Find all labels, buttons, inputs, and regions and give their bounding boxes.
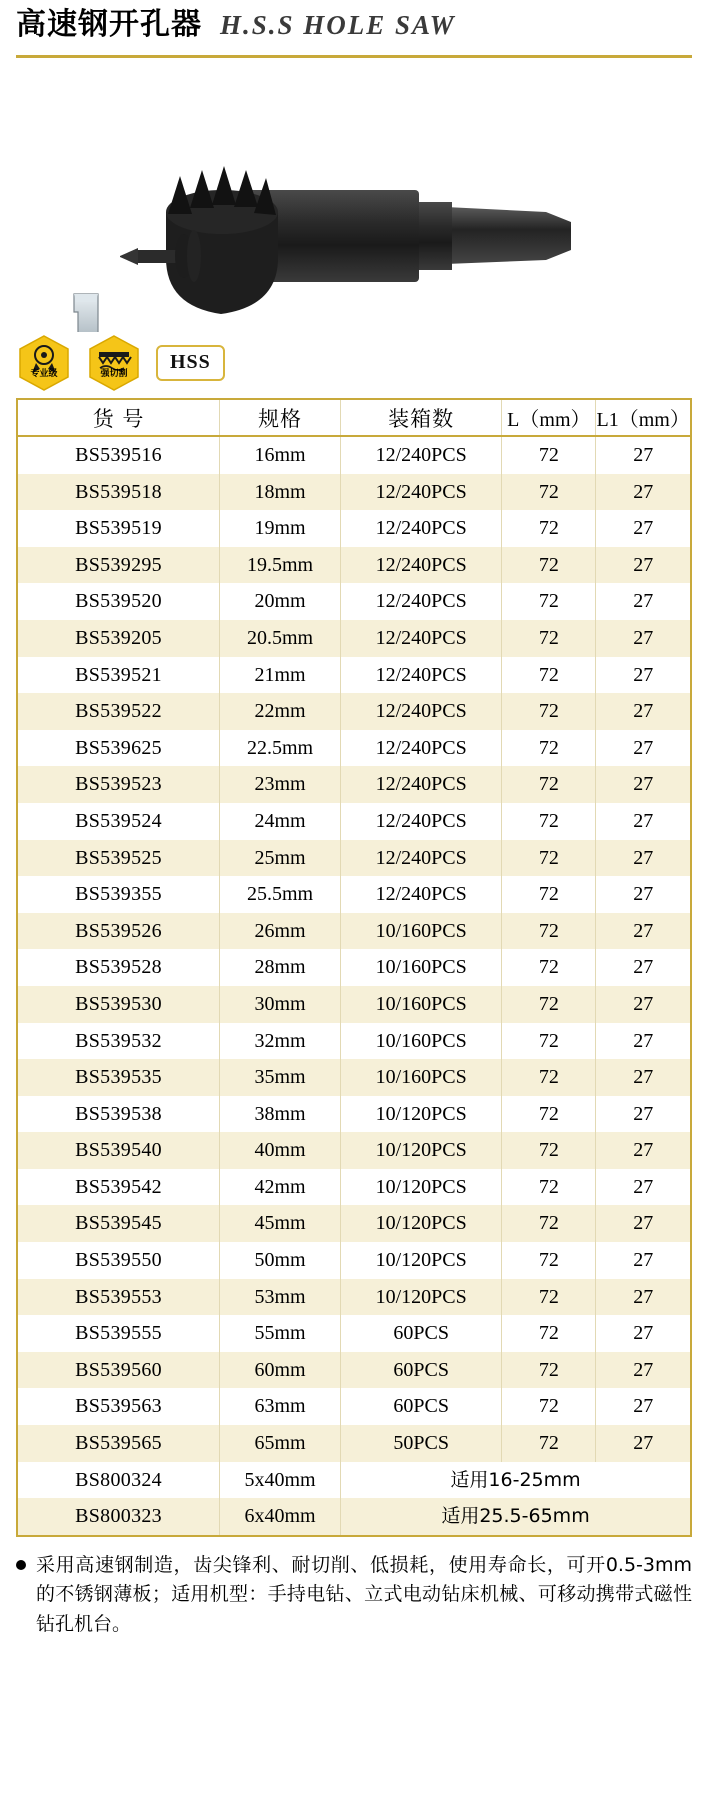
table-row — [18, 1388, 690, 1425]
cell-code: BS539524 — [18, 803, 220, 840]
cell-length-l1: 27 — [633, 1358, 654, 1381]
cell-packing: 12/240PCS — [341, 547, 502, 584]
cell-packing: 10/160PCS — [341, 986, 502, 1023]
cell-packing: 10/160PCS — [341, 949, 502, 986]
cell-length-l: 72 — [502, 620, 596, 657]
cell-length-l: 72 — [502, 510, 596, 547]
cell-code: BS539545 — [18, 1205, 220, 1242]
cell-spec: 23mm — [220, 766, 341, 803]
cell-packing: 12/240PCS — [341, 620, 502, 657]
cell-code: BS539540 — [18, 1132, 220, 1169]
medal-icon — [16, 335, 72, 391]
cell-length-l1: 27 — [633, 480, 654, 503]
table-row — [18, 1425, 690, 1462]
cell-spec: 63mm — [220, 1388, 341, 1425]
table-row — [18, 949, 690, 986]
cell-code: BS539521 — [18, 657, 220, 694]
cell-length-l: 72 — [502, 949, 596, 986]
cell-length-l1: 27 — [633, 1029, 654, 1052]
table-row — [18, 1023, 690, 1060]
cell-code: BS539625 — [18, 730, 220, 767]
cell-code: BS539542 — [18, 1169, 220, 1206]
table-row — [18, 474, 690, 511]
cell-length-l: 72 — [502, 803, 596, 840]
cell-length-l: 72 — [502, 1279, 596, 1316]
table-row — [18, 730, 690, 767]
cell-applicable-range: 适用16-25mm — [450, 1468, 581, 1491]
cell-length-l: 72 — [502, 693, 596, 730]
cell-spec: 20mm — [220, 583, 341, 620]
cell-code: BS539532 — [18, 1023, 220, 1060]
cell-length-l1: 27 — [633, 663, 654, 686]
cell-length-l: 72 — [502, 766, 596, 803]
cell-length-l1: 27 — [633, 919, 654, 942]
cell-packing: 10/120PCS — [341, 1205, 502, 1242]
cell-spec: 65mm — [220, 1425, 341, 1462]
cell-packing: 12/240PCS — [341, 657, 502, 694]
cell-spec: 35mm — [220, 1059, 341, 1096]
cell-length-l: 72 — [502, 1023, 596, 1060]
col-header-spec: 规格 — [220, 400, 341, 436]
cell-code: BS539565 — [18, 1425, 220, 1462]
cell-length-l: 72 — [502, 1059, 596, 1096]
col-header-l1: L1（mm） — [596, 400, 690, 436]
badge-strong-cutting — [86, 335, 142, 391]
cell-packing: 12/240PCS — [341, 583, 502, 620]
cell-spec: 24mm — [220, 803, 341, 840]
page-header — [16, 7, 692, 58]
cell-code: BS539538 — [18, 1096, 220, 1133]
cell-spec: 21mm — [220, 657, 341, 694]
badge-label: 强切割 — [100, 369, 128, 379]
cell-length-l1: 27 — [633, 846, 654, 869]
cell-code: BS539516 — [18, 436, 220, 474]
spec-table-head — [18, 400, 690, 436]
col-header-code: 货 号 — [18, 400, 220, 436]
product-notes — [16, 1551, 692, 1639]
cell-length-l: 72 — [502, 986, 596, 1023]
cell-length-l1: 27 — [633, 1175, 654, 1198]
cell-spec: 28mm — [220, 949, 341, 986]
page-title-en: H.S.S HOLE SAW — [220, 10, 456, 40]
cell-packing: 10/120PCS — [341, 1242, 502, 1279]
cell-packing: 60PCS — [341, 1352, 502, 1389]
cell-length-l: 72 — [502, 1242, 596, 1279]
cell-spec: 25.5mm — [220, 876, 341, 913]
table-row — [18, 1279, 690, 1316]
cell-code: BS539555 — [18, 1315, 220, 1352]
badge-professional-grade — [16, 335, 72, 391]
cell-length-l1: 27 — [633, 626, 654, 649]
cell-length-l: 72 — [502, 913, 596, 950]
cell-spec: 25mm — [220, 840, 341, 877]
table-row — [18, 583, 690, 620]
feature-badges — [16, 336, 692, 390]
cell-spec: 42mm — [220, 1169, 341, 1206]
cell-spec: 50mm — [220, 1242, 341, 1279]
table-row — [18, 657, 690, 694]
cell-code: BS539205 — [18, 620, 220, 657]
cell-code: BS539535 — [18, 1059, 220, 1096]
cell-packing: 12/240PCS — [341, 803, 502, 840]
cell-length-l: 72 — [502, 1315, 596, 1352]
cell-length-l: 72 — [502, 1132, 596, 1169]
table-row — [18, 1096, 690, 1133]
table-row — [18, 547, 690, 584]
cell-spec: 30mm — [220, 986, 341, 1023]
cell-code: BS539295 — [18, 547, 220, 584]
cell-length-l: 72 — [502, 1169, 596, 1206]
cell-packing: 10/160PCS — [341, 1059, 502, 1096]
cell-code: BS539563 — [18, 1388, 220, 1425]
cell-length-l1: 27 — [633, 700, 654, 723]
cell-length-l1: 27 — [633, 590, 654, 613]
table-row — [18, 876, 690, 913]
cell-length-l: 72 — [502, 876, 596, 913]
catalog-page — [0, 7, 708, 1805]
spec-table-container — [16, 398, 692, 1537]
cell-length-l: 72 — [502, 730, 596, 767]
cell-code: BS539530 — [18, 986, 220, 1023]
cell-packing: 10/160PCS — [341, 913, 502, 950]
cell-packing: 12/240PCS — [341, 730, 502, 767]
table-header-row — [18, 400, 690, 436]
cell-spec: 18mm — [220, 474, 341, 511]
cell-length-l1: 27 — [633, 553, 654, 576]
col-header-l: L（mm） — [502, 400, 596, 436]
cell-spec: 45mm — [220, 1205, 341, 1242]
table-row — [18, 1169, 690, 1206]
cell-packing: 60PCS — [341, 1388, 502, 1425]
cell-packing: 12/240PCS — [341, 474, 502, 511]
cell-length-l1: 27 — [633, 883, 654, 906]
cell-spec: 22.5mm — [220, 730, 341, 767]
table-row — [18, 693, 690, 730]
badge-material-hss: HSS — [156, 345, 225, 381]
page-title-cn: 高速钢开孔器 — [16, 7, 202, 42]
cell-length-l1: 27 — [633, 992, 654, 1015]
cell-length-l: 72 — [502, 840, 596, 877]
cell-spec: 26mm — [220, 913, 341, 950]
cell-code: BS800324 — [18, 1462, 220, 1499]
table-row — [18, 766, 690, 803]
table-row — [18, 840, 690, 877]
cell-code: BS539522 — [18, 693, 220, 730]
cell-length-l1: 27 — [633, 1066, 654, 1089]
cell-packing: 12/240PCS — [341, 510, 502, 547]
table-row — [18, 436, 690, 474]
cell-code: BS539553 — [18, 1279, 220, 1316]
cell-packing: 12/240PCS — [341, 766, 502, 803]
cell-length-l1: 27 — [633, 1102, 654, 1125]
cell-packing: 12/240PCS — [341, 876, 502, 913]
cell-length-l: 72 — [502, 1425, 596, 1462]
cell-code: BS539355 — [18, 876, 220, 913]
hole-saw-drawing — [16, 62, 692, 332]
cell-spec: 20.5mm — [220, 620, 341, 657]
cell-packing: 12/240PCS — [341, 693, 502, 730]
table-row — [18, 986, 690, 1023]
cell-spec: 19.5mm — [220, 547, 341, 584]
cell-packing: 12/240PCS — [341, 840, 502, 877]
spec-table-body — [18, 436, 690, 1535]
cell-packing: 10/120PCS — [341, 1169, 502, 1206]
cell-length-l1: 27 — [633, 809, 654, 832]
cell-length-l1: 27 — [633, 1249, 654, 1272]
table-row — [18, 1242, 690, 1279]
cell-length-l: 72 — [502, 1388, 596, 1425]
col-header-packing: 装箱数 — [341, 400, 502, 436]
cell-code: BS539525 — [18, 840, 220, 877]
product-illustration — [16, 62, 692, 332]
cell-length-l: 72 — [502, 1352, 596, 1389]
badge-label: 专业级 — [30, 369, 58, 379]
cell-spec: 32mm — [220, 1023, 341, 1060]
cell-code: BS539519 — [18, 510, 220, 547]
cell-code: BS539520 — [18, 583, 220, 620]
cell-length-l: 72 — [502, 547, 596, 584]
cell-length-l1: 27 — [633, 1212, 654, 1235]
cell-packing: 12/240PCS — [341, 436, 502, 474]
table-row — [18, 1205, 690, 1242]
cell-spec: 55mm — [220, 1315, 341, 1352]
table-row — [18, 1132, 690, 1169]
cell-spec: 22mm — [220, 693, 341, 730]
cell-applicable-range: 适用25.5-65mm — [441, 1505, 590, 1528]
table-row — [18, 620, 690, 657]
cell-spec: 53mm — [220, 1279, 341, 1316]
cell-packing: 10/120PCS — [341, 1096, 502, 1133]
table-row — [18, 1462, 690, 1499]
cell-code: BS539523 — [18, 766, 220, 803]
notes-text: 采用高速钢制造，齿尖锋利、耐切削、低损耗，使用寿命长，可开0.5-3mm的不锈钢薄板；适用机型：手持电钻、立式电动钻床机械、可移动携带式磁性钻孔机台。 — [36, 1553, 692, 1635]
cell-code: BS539550 — [18, 1242, 220, 1279]
cell-length-l1: 27 — [633, 444, 654, 466]
cell-length-l: 72 — [502, 1205, 596, 1242]
bullet-icon — [16, 1560, 26, 1570]
cell-length-l1: 27 — [633, 956, 654, 979]
cell-length-l: 72 — [502, 436, 596, 474]
cell-length-l1: 27 — [633, 1285, 654, 1308]
cell-length-l1: 27 — [633, 1432, 654, 1455]
table-row — [18, 803, 690, 840]
cell-length-l: 72 — [502, 657, 596, 694]
cell-packing: 10/120PCS — [341, 1279, 502, 1316]
cell-packing: 50PCS — [341, 1425, 502, 1462]
spec-table — [18, 400, 690, 1535]
cell-spec: 38mm — [220, 1096, 341, 1133]
cell-length-l1: 27 — [633, 517, 654, 540]
cell-code: BS539518 — [18, 474, 220, 511]
cell-spec: 40mm — [220, 1132, 341, 1169]
saw-blade-icon — [86, 335, 142, 391]
cell-length-l: 72 — [502, 474, 596, 511]
cell-length-l1: 27 — [633, 736, 654, 759]
cell-length-l: 72 — [502, 1096, 596, 1133]
table-row — [18, 913, 690, 950]
table-row — [18, 1498, 690, 1535]
cell-length-l: 72 — [502, 583, 596, 620]
cell-code: BS539526 — [18, 913, 220, 950]
cell-code: BS539560 — [18, 1352, 220, 1389]
cell-code: BS800323 — [18, 1498, 220, 1535]
cell-packing: 10/120PCS — [341, 1132, 502, 1169]
cell-spec: 60mm — [220, 1352, 341, 1389]
cell-packing: 60PCS — [341, 1315, 502, 1352]
cell-length-l1: 27 — [633, 773, 654, 796]
table-row — [18, 1352, 690, 1389]
cell-code: BS539528 — [18, 949, 220, 986]
cell-spec: 19mm — [220, 510, 341, 547]
table-row — [18, 1315, 690, 1352]
cell-spec: 6x40mm — [220, 1498, 341, 1535]
cell-length-l1: 27 — [633, 1139, 654, 1162]
cell-length-l1: 27 — [633, 1395, 654, 1418]
table-row — [18, 1059, 690, 1096]
cell-length-l1: 27 — [633, 1322, 654, 1345]
cell-packing: 10/160PCS — [341, 1023, 502, 1060]
cell-spec: 5x40mm — [220, 1462, 341, 1499]
product-photo — [16, 62, 692, 332]
cell-spec: 16mm — [220, 436, 341, 474]
table-row — [18, 510, 690, 547]
